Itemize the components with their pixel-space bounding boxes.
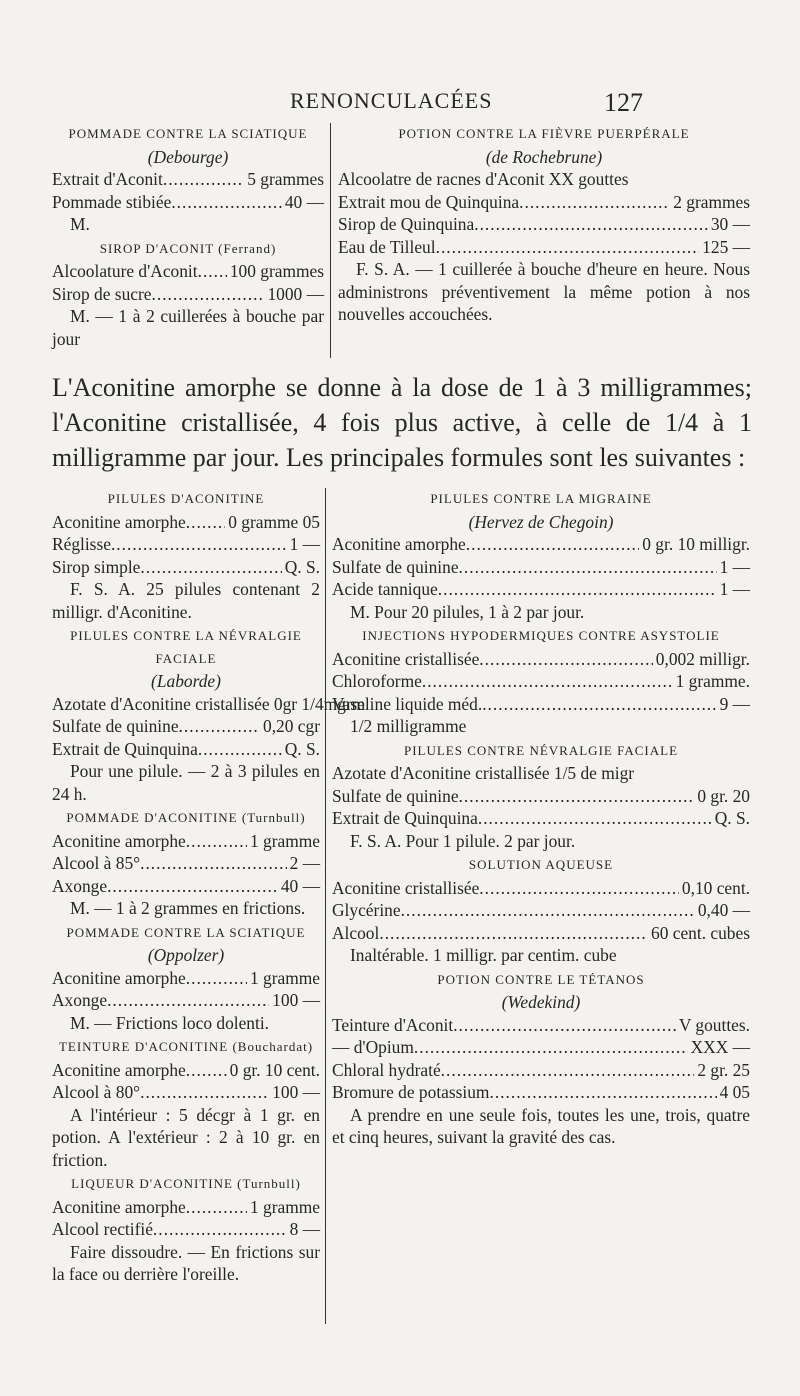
ingredient-quantity: 1 gramme xyxy=(249,967,320,988)
ingredient-row xyxy=(52,715,320,738)
ingredient-row xyxy=(52,830,320,853)
ingredient-name: Aconitine amorphe xyxy=(52,1059,186,1080)
formula-title: PILULES CONTRE LA NÉVRALGIE FACIALE xyxy=(70,628,302,666)
ingredient-name: Sulfate de quinine xyxy=(52,716,179,736)
ingredient-name: Aconitine amorphe xyxy=(52,830,186,851)
ingredient-quantity: 60 cent. cubes xyxy=(651,922,750,943)
ingredient-quantity: 125 — xyxy=(702,236,750,257)
ingredient-quantity: 40 — xyxy=(280,875,320,896)
leader-dots xyxy=(453,1014,676,1037)
leader-dots xyxy=(489,1081,716,1104)
ingredient-row xyxy=(332,785,750,808)
formula-block xyxy=(332,854,750,967)
ingredient-row xyxy=(332,578,750,601)
formula-title: SIROP D'ACONIT (Ferrand) xyxy=(99,240,277,256)
formula-block xyxy=(52,238,324,351)
ingredient-name: Alcool à 85° xyxy=(52,853,141,873)
leader-dots xyxy=(186,1059,227,1082)
ingredient-quantity: 40 — xyxy=(284,191,324,212)
ingredient-row xyxy=(332,556,750,579)
leader-dots xyxy=(111,533,287,556)
ingredient-name: Aconitine amorphe xyxy=(332,534,466,554)
ingredient-quantity: V gouttes. xyxy=(678,1014,750,1035)
ingredient-row xyxy=(52,1059,320,1082)
ingredient-quantity: 1 gramme xyxy=(249,1196,320,1217)
ingredient-quantity: 1 — xyxy=(289,534,320,554)
ingredient-row xyxy=(338,213,750,236)
formula-title: POMMADE CONTRE LA SCIATIQUE xyxy=(66,924,306,940)
ingredient-name: Alcool xyxy=(332,922,380,943)
ingredient-row xyxy=(332,1036,750,1059)
formula-note: M. — Frictions loco dolenti. xyxy=(70,1012,270,1033)
ingredient-row xyxy=(52,1081,320,1104)
ingredient-row xyxy=(52,556,320,579)
leader-dots xyxy=(140,556,281,579)
leader-dots xyxy=(422,670,673,693)
ingredient-quantity: 2 gr. 25 xyxy=(697,1059,750,1080)
leader-dots xyxy=(107,875,278,898)
ingredient-quantity: Q. S. xyxy=(284,556,320,577)
ingredient-name: Alcool à 80° xyxy=(52,1082,141,1102)
leader-dots xyxy=(479,877,679,900)
ingredient-name: Glycérine xyxy=(332,900,401,920)
ingredient-row xyxy=(52,283,324,306)
formula-note: F. S. A. Pour 1 pilule. 2 par jour. xyxy=(350,830,576,851)
leader-dots xyxy=(179,715,260,738)
formula-block xyxy=(332,488,750,623)
formula-title: PILULES D'ACONITINE xyxy=(107,491,265,506)
ingredient-name: Vaseline liquide méd. xyxy=(332,693,483,714)
leader-dots xyxy=(153,1218,287,1241)
leader-dots xyxy=(198,260,227,283)
ingredient-quantity: 0 gramme 05 xyxy=(228,511,320,532)
ingredient-row xyxy=(338,236,750,259)
formula-author: (Laborde) xyxy=(151,671,221,691)
formula-note: M. xyxy=(70,214,90,234)
ingredient-row xyxy=(52,260,324,283)
ingredient-quantity: 2 — xyxy=(289,853,320,873)
ingredient-quantity: 0 gr. 10 cent. xyxy=(229,1059,320,1080)
ingredient-row xyxy=(332,1059,750,1082)
ingredient-name: Extrait de Quinquina xyxy=(332,808,478,828)
ingredient-name: Extrait d'Aconit xyxy=(52,169,163,189)
ingredient-row xyxy=(52,191,324,214)
leader-dots xyxy=(186,967,247,990)
formula-note: M. — 1 à 2 cuillerées à bouche par jour xyxy=(52,306,324,349)
ingredient-quantity: 1 gramme xyxy=(249,830,320,851)
formula-column xyxy=(332,486,750,1149)
formula-column xyxy=(338,121,750,326)
formula-note: Pour une pilule. — 2 à 3 pilules en 24 h. xyxy=(52,761,320,804)
leader-dots xyxy=(438,578,717,601)
ingredient-name: Azotate d'Aconitine cristallisée 1/5 de migr xyxy=(332,763,635,783)
ingredient-row xyxy=(52,1218,320,1241)
ingredient-quantity: 2 grammes xyxy=(673,191,750,212)
formula-author: (Debourge) xyxy=(147,146,229,167)
formula-note: Inaltérable. 1 milligr. par centim. cube xyxy=(350,945,617,965)
ingredient-name: Aconitine amorphe xyxy=(52,1196,186,1217)
formula-note: Faire dissoudre. — En frictions sur la face ou derrière l'oreille. xyxy=(52,1241,320,1284)
ingredient-row xyxy=(52,511,320,534)
ingredient-name: Sulfate de quinine xyxy=(332,556,459,577)
ingredient-name: Acide tannique xyxy=(332,579,438,599)
ingredient-row xyxy=(52,989,320,1012)
leader-dots xyxy=(163,168,244,191)
leader-dots xyxy=(459,556,717,579)
leader-dots xyxy=(414,1036,688,1059)
leader-dots xyxy=(171,191,282,214)
leader-dots xyxy=(482,693,716,716)
column-divider xyxy=(330,123,331,358)
formula-note: A l'intérieur : 5 décgr à 1 gr. en potion. A l'extérieur : 2 à 10 gr. en friction. xyxy=(52,1104,320,1170)
ingredient-row xyxy=(332,899,750,922)
ingredient-quantity: Q. S. xyxy=(714,808,750,828)
ingredient-row xyxy=(332,1081,750,1104)
leader-dots xyxy=(441,1059,695,1082)
formula-title: POTION CONTRE LA FIÈVRE PUERPÉRALE xyxy=(398,126,690,141)
ingredient-row xyxy=(52,1196,320,1219)
leader-dots xyxy=(478,807,712,830)
formula-column xyxy=(52,486,366,1286)
ingredient-row xyxy=(332,648,750,671)
leader-dots xyxy=(186,830,247,853)
formula-title: PILULES CONTRE NÉVRALGIE FACIALE xyxy=(403,742,679,758)
ingredient-quantity: 1 — xyxy=(719,556,750,577)
ingredient-name: Teinture d'Aconit xyxy=(332,1014,454,1035)
ingredient-row xyxy=(52,168,324,191)
formula-title: POMMADE D'ACONITINE (Turnbull) xyxy=(66,810,306,825)
ingredient-name: Sirop de sucre xyxy=(52,283,152,304)
ingredient-quantity: 9 — xyxy=(719,693,750,714)
ingredient-row xyxy=(332,922,750,945)
ingredient-quantity: 100 — xyxy=(272,990,320,1010)
ingredient-row xyxy=(332,762,750,785)
column-divider xyxy=(325,488,326,1324)
ingredient-name: Extrait de Quinquina xyxy=(52,738,198,759)
formula-title: POMMADE CONTRE LA SCIATIQUE xyxy=(68,126,308,141)
ingredient-row xyxy=(332,1014,750,1037)
leader-dots xyxy=(479,648,652,671)
ingredient-name: Alcoolature d'Aconit xyxy=(52,261,198,281)
leader-dots xyxy=(474,213,708,236)
ingredient-quantity: 30 — xyxy=(710,214,750,234)
ingredient-name: Alcoolatre de racnes d'Aconit XX gouttes xyxy=(338,169,629,189)
ingredient-name: Bromure de potassium xyxy=(332,1082,490,1102)
formula-author: (Wedekind) xyxy=(501,992,581,1012)
leader-dots xyxy=(140,1081,269,1104)
ingredient-row xyxy=(332,807,750,830)
ingredient-name: Pommade stibiée xyxy=(52,191,172,212)
formula-author: (Hervez de Chegoin) xyxy=(468,511,614,532)
ingredient-row xyxy=(52,693,366,716)
ingredient-name: Chloroforme xyxy=(332,671,422,691)
ingredient-row xyxy=(52,967,320,990)
ingredient-row xyxy=(332,693,750,716)
leader-dots xyxy=(140,852,286,875)
formula-block xyxy=(332,740,750,853)
ingredient-name: Aconitine cristallisée xyxy=(332,648,480,669)
formula-note: M. Pour 20 pilules, 1 à 2 par jour. xyxy=(350,601,585,622)
ingredient-name: Aconitine amorphe xyxy=(52,967,186,988)
ingredient-quantity: 0,002 milligr. xyxy=(655,648,750,669)
formula-title: POTION CONTRE LE TÉTANOS xyxy=(437,971,645,987)
ingredient-row xyxy=(52,738,320,761)
formula-title: SOLUTION AQUEUSE xyxy=(468,857,614,872)
formula-block xyxy=(52,1173,320,1286)
ingredient-quantity: 0 gr. 20 xyxy=(697,785,750,806)
ingredient-name: Sulfate de quinine xyxy=(332,785,459,806)
leader-dots xyxy=(459,785,695,808)
formula-note: F. S. A. — 1 cuillerée à bouche d'heure en heure. Nous administrons préventivement la même potion à nos nouvelles accouchées. xyxy=(338,259,750,324)
formula-note: A prendre en une seule fois, toutes les une, trois, quatre et cinq heures, suivant la gravité des cas. xyxy=(332,1104,750,1147)
ingredient-quantity: 1000 — xyxy=(267,283,324,304)
ingredient-name: Azotate d'Aconitine cristallisée 0gr 1/4mgrm xyxy=(52,693,366,714)
ingredient-quantity: 5 grammes xyxy=(247,169,324,189)
ingredient-quantity: 100 — xyxy=(272,1082,320,1102)
formula-block xyxy=(52,123,324,236)
ingredient-quantity: 4 05 xyxy=(719,1082,750,1102)
formula-block xyxy=(332,625,750,738)
body-paragraph: L'Aconitine amorphe se donne à la dose de 1 à 3 milligrammes; l'Aconitine cristallisée, 4 fois plus active, à celle de 1/4 à 1 milligramme par jour. Les principales formules sont les suivantes : xyxy=(52,373,752,472)
ingredient-name: Axonge xyxy=(52,990,108,1010)
leader-dots xyxy=(107,989,269,1012)
ingredient-quantity: 1 gramme. xyxy=(675,671,750,691)
ingredient-row xyxy=(338,191,750,214)
ingredient-row xyxy=(332,670,750,693)
leader-dots xyxy=(519,191,670,214)
ingredient-quantity: 8 — xyxy=(289,1219,320,1239)
formula-block xyxy=(52,922,320,1035)
ingredient-row xyxy=(332,877,750,900)
formula-note: F. S. A. 25 pilules contenant 2 milligr. d'Aconitine. xyxy=(52,579,320,622)
ingredient-name: Eau de Tilleul xyxy=(338,236,436,257)
formula-note: M. — 1 à 2 grammes en frictions. xyxy=(70,898,306,918)
leader-dots xyxy=(436,236,700,259)
ingredient-name: Chloral hydraté xyxy=(332,1059,441,1080)
ingredient-quantity: 0,10 cent. xyxy=(681,877,750,898)
formula-block xyxy=(52,807,320,920)
formula-note: 1/2 milligramme xyxy=(350,716,467,736)
ingredient-name: Sirop simple xyxy=(52,556,141,577)
ingredient-name: Alcool rectifié xyxy=(52,1219,153,1239)
ingredient-row xyxy=(52,533,320,556)
formula-block xyxy=(52,625,366,805)
leader-dots xyxy=(466,533,639,556)
leader-dots xyxy=(198,738,282,761)
formula-block xyxy=(332,969,750,1149)
formula-author: (Oppolzer) xyxy=(147,945,225,965)
ingredient-name: Aconitine cristallisée xyxy=(332,877,480,898)
leader-dots xyxy=(379,922,648,945)
formula-title: TEINTURE D'ACONITINE (Bouchardat) xyxy=(58,1039,314,1054)
ingredient-row xyxy=(338,168,750,191)
leader-dots xyxy=(186,511,225,534)
ingredient-name: — d'Opium xyxy=(332,1037,414,1057)
formula-block xyxy=(52,488,320,623)
ingredient-quantity: 100 grammes xyxy=(229,261,324,281)
formula-block xyxy=(338,123,750,326)
ingredient-quantity: 0,20 cgr xyxy=(263,716,320,736)
leader-dots xyxy=(401,899,695,922)
ingredient-quantity: Q. S. xyxy=(284,738,320,759)
ingredient-row xyxy=(52,875,320,898)
ingredient-quantity: 0,40 — xyxy=(697,900,750,920)
ingredient-quantity: XXX — xyxy=(690,1037,750,1057)
formula-author: (de Rochebrune) xyxy=(485,146,603,167)
ingredient-name: Sirop de Quinquina xyxy=(338,214,475,234)
ingredient-name: Aconitine amorphe xyxy=(52,511,186,532)
formula-title: PILULES CONTRE LA MIGRAINE xyxy=(430,491,652,506)
ingredient-quantity: 0 gr. 10 milligr. xyxy=(642,534,750,554)
leader-dots xyxy=(152,283,265,306)
ingredient-row xyxy=(52,852,320,875)
formula-block xyxy=(52,1036,320,1171)
ingredient-quantity: 1 — xyxy=(719,579,750,599)
formula-column xyxy=(52,121,324,350)
formula-title: LIQUEUR D'ACONITINE (Turnbull) xyxy=(71,1176,301,1191)
ingredient-row xyxy=(332,533,750,556)
formula-title: INJECTIONS HYPODERMIQUES CONTRE ASYSTOLIE xyxy=(362,628,720,643)
leader-dots xyxy=(186,1196,247,1219)
ingredient-name: Réglisse xyxy=(52,534,111,554)
running-title: RENONCULACÉES xyxy=(290,88,493,113)
ingredient-name: Extrait mou de Quinquina xyxy=(338,191,520,212)
page-number: 127 xyxy=(604,88,643,117)
ingredient-name: Axonge xyxy=(52,875,108,896)
